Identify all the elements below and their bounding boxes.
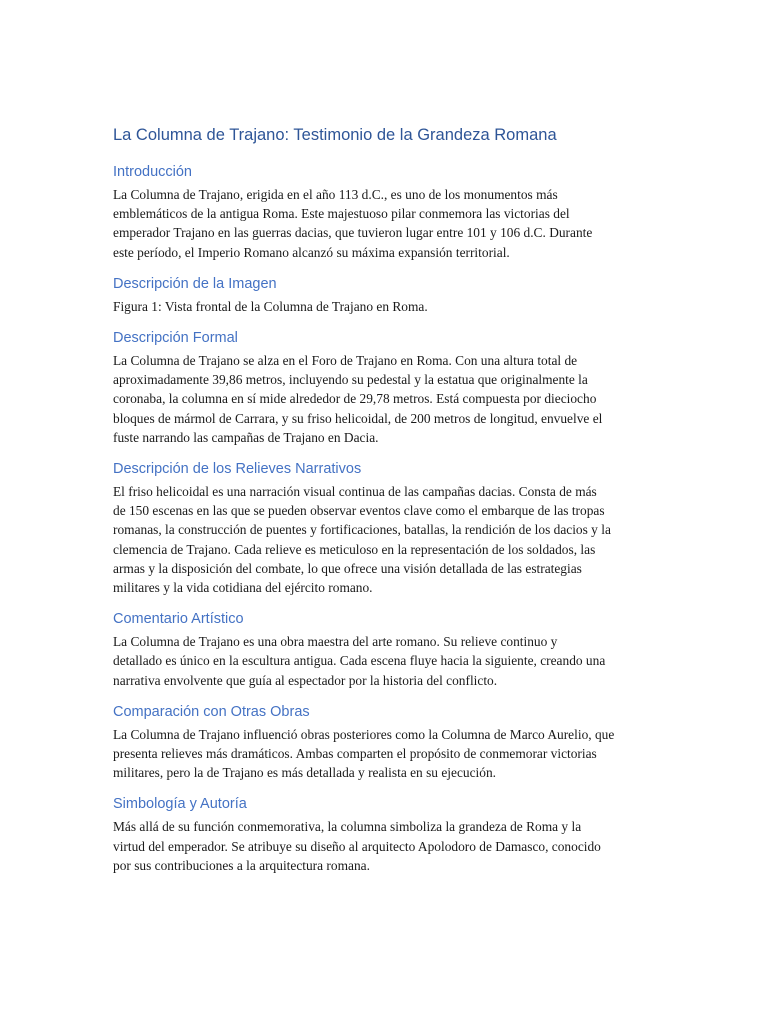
section-heading: Comentario Artístico xyxy=(113,611,244,628)
text-line: militares, pero la de Trajano es más detallada y realista en su ejecución. xyxy=(113,765,496,781)
section-descripcion-imagen xyxy=(113,274,658,316)
text-line: romanas, la construcción de puentes y fortificaciones, batallas, la rendición de los dacios y la xyxy=(113,522,611,538)
section-body xyxy=(113,482,658,597)
section-heading: Introducción xyxy=(113,164,192,180)
section-relieves-narrativos xyxy=(113,459,658,597)
text-line: bloques de mármol de Carrara, y su friso helicoidal, de 200 metros de longitud, envuelve el xyxy=(113,410,603,426)
text-line: coronaba, la columna en sí mide alrededor de 29,78 metros. Está compuesta por dieciocho xyxy=(113,391,597,407)
section-heading: Comparación con Otras Obras xyxy=(113,703,310,720)
document-title: La Columna de Trajano: Testimonio de la Grandeza Romana xyxy=(113,126,557,144)
text-line: clemencia de Trajano. Cada relieve es meticuloso en la representación de los soldados, las xyxy=(113,541,596,557)
section-body xyxy=(113,351,658,447)
section-body xyxy=(113,185,658,262)
section-comparacion xyxy=(113,702,658,783)
figure-caption xyxy=(113,297,658,316)
section-introduccion xyxy=(113,162,658,262)
section-heading: Descripción de los Relieves Narrativos xyxy=(113,461,362,478)
text-line: por sus contribuciones a la arquitectura romana. xyxy=(113,857,370,873)
section-body xyxy=(113,817,658,875)
text-line: fuste narrando las campañas de Trajano en Dacia. xyxy=(113,429,379,445)
section-comentario-artistico xyxy=(113,609,658,690)
section-body xyxy=(113,725,658,783)
text-line: El friso helicoidal es una narración visual continua de las campañas dacias. Consta de más xyxy=(113,484,597,500)
text-line: presenta relieves más dramáticos. Ambas comparten el propósito de conmemorar victorias xyxy=(113,746,597,762)
section-heading: Descripción de la Imagen xyxy=(113,275,277,292)
document-content xyxy=(113,124,658,887)
text-line: narrativa envolvente que guía al espectador por la historia del conflicto. xyxy=(113,672,498,688)
text-line: La Columna de Trajano es una obra maestra del arte romano. Su relieve continuo y xyxy=(113,634,558,650)
text-line: Más allá de su función conmemorativa, la columna simboliza la grandeza de Roma y la xyxy=(113,819,582,835)
section-simbologia-autoria xyxy=(113,794,658,875)
section-descripcion-formal xyxy=(113,328,658,447)
text-line: de 150 escenas en las que se pueden observar eventos clave como el embarque de las tropas xyxy=(113,503,605,519)
text-line: virtud del emperador. Se atribuye su diseño al arquitecto Apolodoro de Damasco, conocido xyxy=(113,838,601,854)
section-heading: Descripción Formal xyxy=(113,330,238,347)
text-line: este período, el Imperio Romano alcanzó su máxima expansión territorial. xyxy=(113,244,510,260)
text-line: militares y la vida cotidiana del ejército romano. xyxy=(113,580,373,596)
text-line: La Columna de Trajano influenció obras posteriores como la Columna de Marco Aurelio, que xyxy=(113,726,615,742)
text-line: aproximadamente 39,86 metros, incluyendo su pedestal y la estatua que originalmente la xyxy=(113,372,588,388)
text-line: armas y la disposición del combate, lo que ofrece una visión detallada de las estrategias xyxy=(113,560,582,576)
section-body xyxy=(113,632,658,690)
section-heading: Simbología y Autoría xyxy=(113,796,247,813)
text-line: La Columna de Trajano se alza en el Foro de Trajano en Roma. Con una altura total de xyxy=(113,353,578,369)
text-line: Figura 1: Vista frontal de la Columna de Trajano en Roma. xyxy=(113,298,428,314)
text-line: emperador Trajano en las guerras dacias, que tuvieron lugar entre 101 y 106 d.C. Durante xyxy=(113,225,593,241)
text-line: La Columna de Trajano, erigida en el año 113 d.C., es uno de los monumentos más xyxy=(113,187,558,202)
text-line: detallado es único en la escultura antigua. Cada escena fluye hacia la siguiente, creando una xyxy=(113,653,606,669)
text-line: emblemáticos de la antigua Roma. Este majestuoso pilar conmemora las victorias del xyxy=(113,206,570,222)
